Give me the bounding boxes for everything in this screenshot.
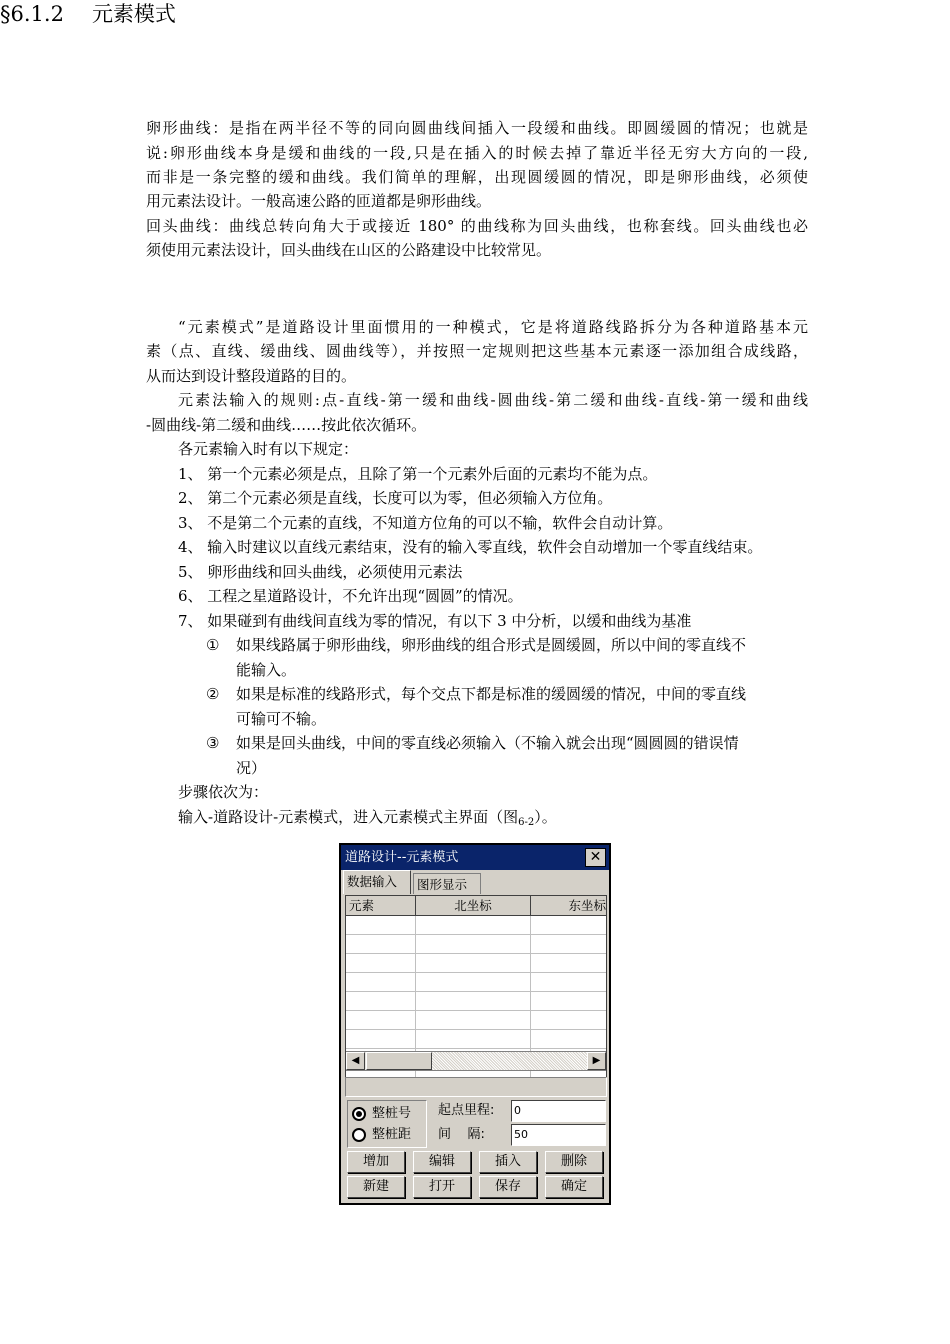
radio-label: 整桩距 xyxy=(372,1127,412,1142)
insert-button[interactable]: 插入 xyxy=(479,1151,537,1173)
status-bar xyxy=(345,1077,607,1097)
scroll-thumb[interactable] xyxy=(366,1052,432,1070)
oval-curve-line-2: 说:卵形曲线本身是缓和曲线的一段,只是在插入的时候去掉了靠近半径无穷大方向的一段, xyxy=(146,144,808,162)
tab-graphics[interactable]: 图形显示 xyxy=(413,873,481,894)
rule-item: 4、 输入时建议以直线元素结束，没有的输入零直线，软件会自动增加一个零直线结束。 xyxy=(178,538,763,556)
radio-unselected-icon xyxy=(352,1128,366,1142)
confirm-button[interactable]: 确定 xyxy=(545,1176,603,1198)
scroll-track[interactable] xyxy=(432,1052,587,1070)
radio-selected-icon xyxy=(352,1107,366,1121)
section-number: §6.1.2 xyxy=(0,2,64,26)
open-button[interactable]: 打开 xyxy=(413,1176,471,1198)
table-row[interactable] xyxy=(346,973,607,992)
rule-item: 2、 第二个元素必须是直线，长度可以为零，但必须输入方位角。 xyxy=(178,489,613,507)
dialog-titlebar xyxy=(341,845,609,870)
table-header xyxy=(346,896,607,916)
subrule-item xyxy=(206,682,808,707)
new-button[interactable]: 新建 xyxy=(347,1176,405,1198)
rule-item: 5、 卵形曲线和回头曲线，必须使用元素法 xyxy=(178,563,463,581)
section-title: 元素模式 xyxy=(91,2,176,26)
subrule-mark: ① xyxy=(206,636,220,654)
table-row[interactable] xyxy=(346,935,607,954)
subrule-mark: ② xyxy=(206,685,220,703)
hairpin-curve-line-1: 回头曲线：曲线总转向角大于或接近 180° 的曲线称为回头曲线，也称套线。回头曲线也必 xyxy=(146,217,808,235)
rules-title: 各元素输入时有以下规定： xyxy=(178,440,359,458)
element-mode-dialog xyxy=(339,843,611,1205)
radio-label: 整桩号 xyxy=(372,1106,412,1121)
subrule-item xyxy=(206,633,808,658)
close-icon: ✕ xyxy=(589,849,602,865)
table-row[interactable] xyxy=(346,992,607,1011)
rule-item: 1、 第一个元素必须是点，且除了第一个元素外后面的元素均不能为点。 xyxy=(178,465,658,483)
steps-text: 输入-道路设计-元素模式，进入元素模式主界面（图 xyxy=(178,808,519,826)
rule-item: 6、 工程之星道路设计，不允许出现“圆圆”的情况。 xyxy=(178,587,523,605)
tab-data-input[interactable]: 数据输入 xyxy=(343,870,411,894)
subrule-text: 如果是标准的线路形式，每个交点下都是标准的缓圆缓的情况，中间的零直线 xyxy=(236,685,747,703)
steps-end: ）。 xyxy=(534,808,557,826)
oval-curve-line-3: 而非是一条完整的缓和曲线。我们简单的理解，出现圆缓圆的情况，即是卵形曲线，必须使 xyxy=(146,168,808,186)
table-row[interactable] xyxy=(346,954,607,973)
subrule-mark: ③ xyxy=(206,734,220,752)
edit-button[interactable]: 编辑 xyxy=(413,1151,471,1173)
add-button[interactable]: 增加 xyxy=(347,1151,405,1173)
intro-line-3: 从而达到设计整段道路的目的。 xyxy=(146,367,357,385)
scroll-left-button[interactable] xyxy=(346,1052,365,1070)
rule-item: 3、 不是第二个元素的直线，不知道方位角的可以不输，软件会自动计算。 xyxy=(178,514,673,532)
column-header-east[interactable]: 东坐标 xyxy=(531,896,607,916)
section-heading xyxy=(0,0,950,28)
figure-number: 6-2 xyxy=(518,817,535,828)
rule-item: 7、 如果碰到有曲线间直线为零的情况，有以下 3 中分析，以缓和曲线为基准 xyxy=(178,612,692,630)
oval-curve-line-1: 卵形曲线：是指在两半径不等的同向圆曲线间插入一段缓和曲线。即圆缓圆的情况；也就是 xyxy=(146,119,808,137)
steps-line xyxy=(178,805,557,836)
interval-input[interactable]: 50 xyxy=(511,1124,606,1146)
rules-intro-line-2: -圆曲线-第二缓和曲线……按此依次循环。 xyxy=(146,416,427,434)
stake-mode-group xyxy=(347,1100,427,1148)
subrule-continuation: 能输入。 xyxy=(236,661,297,679)
column-header-north[interactable]: 北坐标 xyxy=(416,896,531,916)
horizontal-scrollbar[interactable] xyxy=(345,1051,607,1071)
start-mileage-input[interactable]: 0 xyxy=(511,1100,606,1122)
table-row[interactable] xyxy=(346,916,607,935)
start-mileage-label: 起点里程: xyxy=(438,1103,495,1118)
chevron-left-icon: ◀ xyxy=(351,1055,360,1066)
table-row[interactable] xyxy=(346,1030,607,1049)
subrule-text: 如果是回头曲线，中间的零直线必须输入（不输入就会出现“圆圆圆的错误情 xyxy=(236,734,739,752)
radio-whole-stake-number[interactable] xyxy=(352,1104,411,1124)
subrule-item xyxy=(206,731,808,756)
interval-label: 间 隔: xyxy=(438,1127,485,1142)
radio-whole-stake-distance[interactable] xyxy=(352,1125,411,1145)
element-table[interactable] xyxy=(345,895,607,1081)
close-button[interactable] xyxy=(585,848,606,867)
steps-title: 步骤依次为： xyxy=(178,783,269,801)
oval-curve-line-4: 用元素法设计。一般高速公路的匝道都是卵形曲线。 xyxy=(146,192,492,210)
chevron-right-icon: ▶ xyxy=(592,1055,601,1066)
rules-intro-line-1: 元素法输入的规则:点-直线-第一缓和曲线-圆曲线-第二缓和曲线-直线-第一缓和曲线 xyxy=(178,391,808,409)
subrule-text: 如果线路属于卵形曲线，卵形曲线的组合形式是圆缓圆，所以中间的零直线不 xyxy=(236,636,747,654)
subrule-continuation: 可输可不输。 xyxy=(236,710,327,728)
dialog-title: 道路设计--元素模式 xyxy=(345,850,459,865)
table-row[interactable] xyxy=(346,1011,607,1030)
intro-line-2: 素（点、直线、缓曲线、圆曲线等），并按照一定规则把这些基本元素逐一添加组合成线路， xyxy=(146,342,808,360)
intro-line-1: “元素模式”是道路设计里面惯用的一种模式，它是将道路线路拆分为各种道路基本元 xyxy=(178,318,808,336)
scroll-right-button[interactable] xyxy=(587,1052,606,1070)
save-button[interactable]: 保存 xyxy=(479,1176,537,1198)
column-header-element[interactable]: 元素 xyxy=(346,896,416,916)
delete-button[interactable]: 删除 xyxy=(545,1151,603,1173)
subrule-continuation: 况） xyxy=(236,759,267,777)
hairpin-curve-line-2: 须使用元素法设计，回头曲线在山区的公路建设中比较常见。 xyxy=(146,241,552,259)
